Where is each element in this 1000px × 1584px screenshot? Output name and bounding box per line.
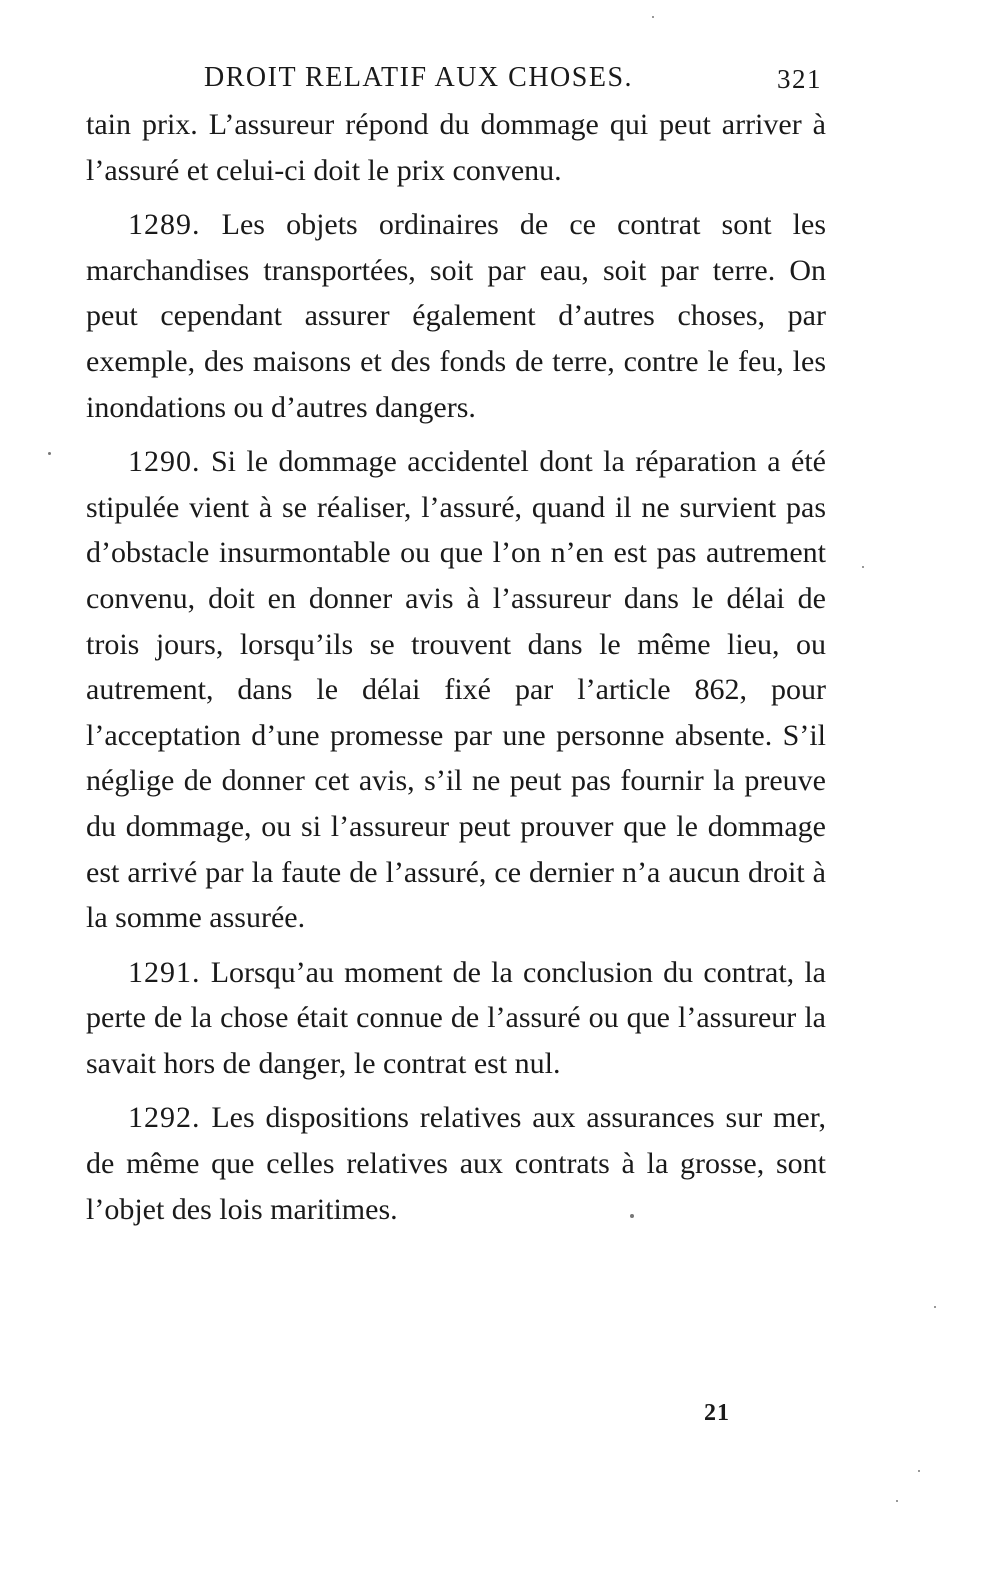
running-title: DROIT RELATIF AUX CHOSES.: [204, 62, 634, 93]
scan-speck: [896, 1500, 898, 1502]
page-content: [86, 62, 826, 1232]
paragraph-text: tain prix. L’assureur répond du dommage qui peut arriver à l’assuré et celui-ci doit le prix convenu.: [86, 108, 826, 187]
article-number: 1292.: [128, 1101, 201, 1135]
article-number: 1289.: [128, 208, 201, 242]
scan-speck: [862, 566, 864, 568]
signature-mark: 21: [704, 1400, 730, 1426]
scan-speck: [934, 1306, 936, 1308]
article-number: 1290.: [128, 445, 201, 479]
paragraph-continuation: [86, 102, 826, 193]
article-text: Les objets ordinaires de ce contrat sont les marchandises transportées, soit par eau, soit par terre. On peut cependant assurer également d’autres choses, par exemple, des maisons et des fonds de terre, contre le feu, les inondations ou d’autres dangers.: [86, 208, 826, 424]
article-text: Les dispositions relatives aux assurances sur mer, de même que celles relatives aux contrats à la grosse, sont l’objet des lois maritimes.: [86, 1101, 826, 1226]
scan-speck: [652, 16, 654, 18]
page-number: 321: [777, 64, 822, 94]
article-text: Lorsqu’au moment de la conclusion du contrat, la perte de la chose était connue de l’assuré ou que l’assureur la savait hors de danger, le contrat est nul.: [86, 955, 826, 1080]
body-text: [86, 102, 826, 1232]
article-1292: [86, 1095, 826, 1232]
article-1291: [86, 950, 826, 1087]
running-head: [86, 62, 826, 102]
article-1290: [86, 439, 826, 941]
article-number: 1291.: [128, 955, 201, 989]
article-text: Si le dommage accidentel dont la réparation a été stipulée vient à se réaliser, l’assuré, quand il ne survient pas d’obstacle insurmontable ou que l’on n’en est pas autrement convenu, doit en donner avis à l’assureur dans le délai de trois jours, lorsqu’ils se trouvent dans le même lieu, ou autrement, dans le délai fixé par l’article 862, pour l’acceptation d’une promesse par une personne absente. S’il néglige de donner cet avis, s’il ne peut pas fournir la preuve du dommage, ou si l’assureur peut prouver que le dommage est arrivé par la faute de l’assuré, ce dernier n’a aucun droit à la somme assurée.: [86, 445, 826, 935]
scan-speck: [48, 452, 51, 455]
article-1289: [86, 202, 826, 430]
scan-speck: [630, 1214, 634, 1218]
scan-speck: [918, 1470, 920, 1472]
